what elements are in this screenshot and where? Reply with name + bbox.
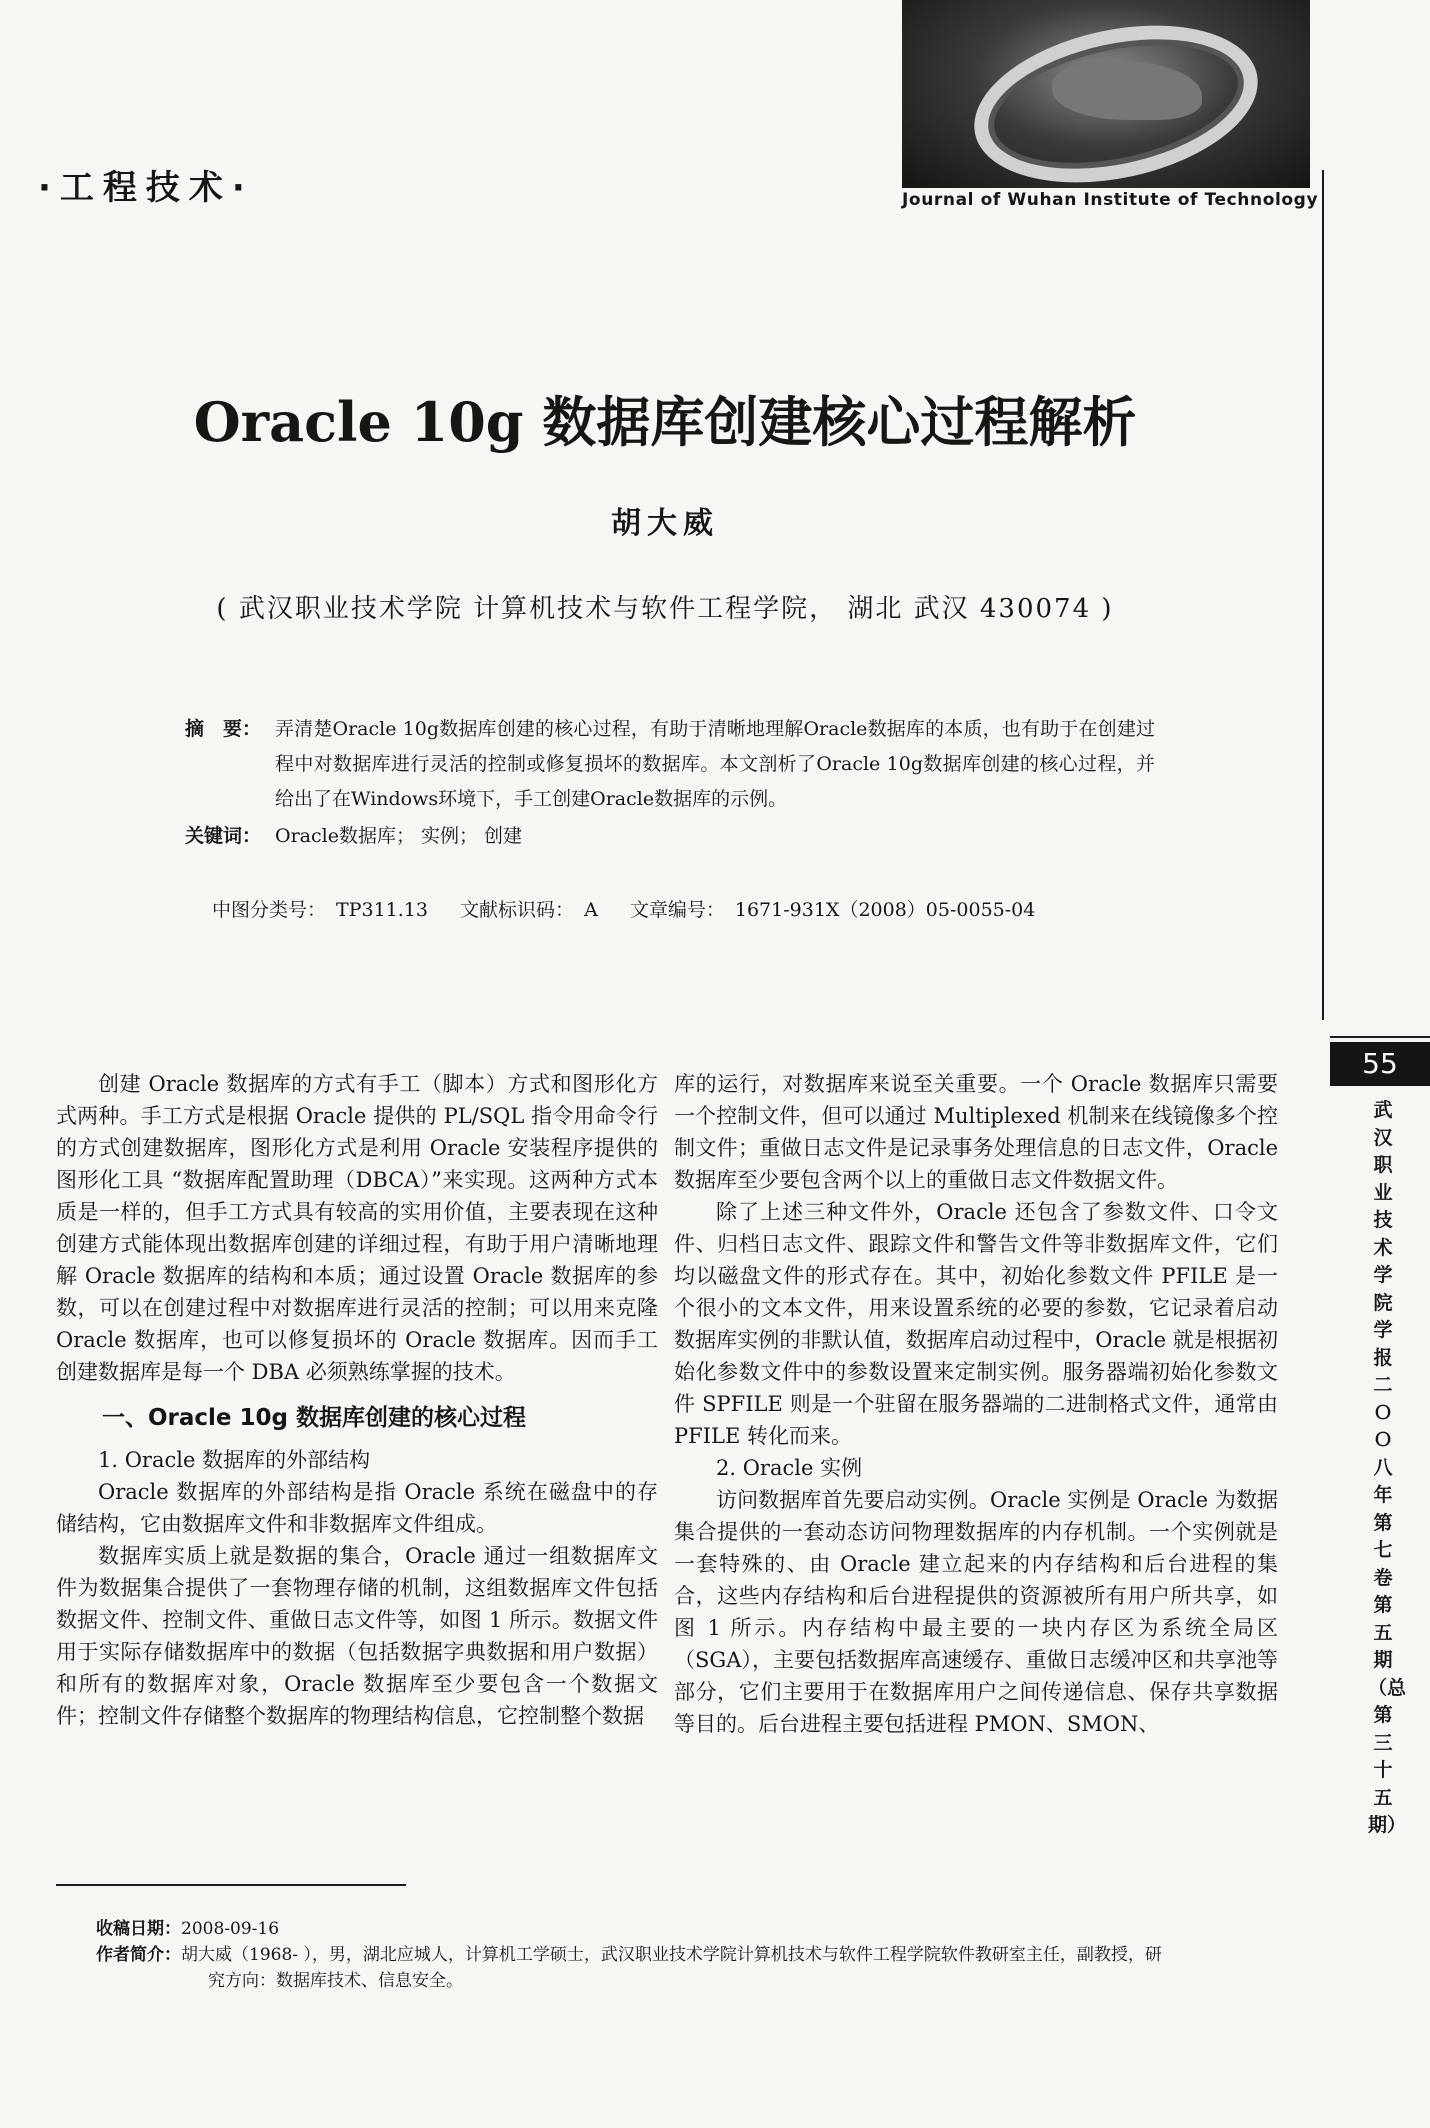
subsection-heading: 1. Oracle 数据库的外部结构	[98, 1448, 371, 1472]
paragraph: 访问数据库首先要启动实例。Oracle 实例是 Oracle 为数据集合提供的一套动态访问物理数据库的内存机制。一个实例就是一套特殊的、由 Oracle 建立起来的内存结构和后台进程的集合，这些内存结构和后台进程提供的资源被所有用户所共享，如图 1 所示。内存结构中最主要的一块内存区为系统全局区（SGA），主要包括数据库高速缓存、重做日志缓冲区和共享池等部分，它们主要用于在数据库用户之间传递信息、保存共享数据等目的。后台进程主要包括进程 PMON、SMON、	[674, 1488, 1278, 1736]
section-heading: 一、Oracle 10g 数据库创建的核心过程	[102, 1405, 527, 1431]
paragraph: 除了上述三种文件外，Oracle 还包含了参数文件、口令文件、归档日志文件、跟踪文件和警告文件等非数据库文件，它们均以磁盘文件的形式存在。其中，初始化参数文件 PFILE 是一个很小的文本文件，用来设置系统的必要的参数，它记录着启动数据库实例的非默认值，数据库启动过程中，Oracle 就是根据初始化参数文件中的参数设置来定制实例。服务器端初始化参数文件 SPFILE 则是一个驻留在服务器端的二进制格式文件，通常由 PFILE 转化而来。	[674, 1200, 1278, 1448]
page-number: 55	[1330, 1042, 1430, 1086]
received-date-line	[96, 1916, 1296, 1942]
section-label: ·工程技术·	[38, 168, 254, 208]
paragraph: 库的运行，对数据库来说至关重要。一个 Oracle 数据库只需要一个控制文件，但可以通过 Multiplexed 机制来在线镜像多个控制文件；重做日志文件是记录事务处理信息的日志文件，Oracle 数据库至少要包含两个以上的重做日志文件数据文件。	[674, 1072, 1278, 1192]
received-date: 2008-09-16	[181, 1919, 280, 1939]
abstract-label: 摘 要：	[185, 718, 262, 740]
classification-row	[212, 895, 1057, 922]
header-photo	[902, 0, 1310, 188]
author-bio-label: 作者简介：	[96, 1945, 181, 1965]
author-name: 胡大威	[611, 506, 719, 541]
page-tab-rule	[1330, 1036, 1430, 1038]
paragraph: 数据库实质上就是数据的集合，Oracle 通过一组数据库文件为数据集合提供了一套物理存储的机制，这组数据库文件包括数据文件、控制文件、重做日志文件等，如图 1 所示。数据文件用于实际存储数据库中的数据（包括数据字典数据和用户数据）和所有的数据库对象，Oracle 数据库至少要包含一个数据文件；控制文件存储整个数据库的物理结构信息，它控制整个数据	[56, 1544, 658, 1728]
abstract-block	[185, 712, 1155, 854]
subsection-heading: 2. Oracle 实例	[716, 1456, 863, 1480]
journal-english-name: Journal of Wuhan Institute of Technology	[902, 190, 1319, 210]
paragraph: 创建 Oracle 数据库的方式有手工（脚本）方式和图形化方式两种。手工方式是根据 Oracle 提供的 PL/SQL 指令用命令行的方式创建数据库，图形化方式是利用 Oracle 安装程序提供的图形化工具 “数据库配置助理（DBCA）”来实现。这两种方式本质是一样的，但手工方式具有较高的实用价值，主要表现在这种创建方式能体现出数据库创建的详细过程，有助于用户清晰地理解 Oracle 数据库的结构和本质；通过设置 Oracle 数据库的参数，可以在创建过程中对数据库进行灵活的控制；可以用来克隆 Oracle 数据库，也可以修复损坏的 Oracle 数据库。因而手工创建数据库是每一个 DBA 必须熟练掌握的技术。	[56, 1072, 658, 1384]
document-code: 文献标识码： A	[460, 899, 598, 921]
article-number: 文章编号： 1671-931X（2008）05-0055-04	[629, 899, 1036, 921]
paper-title: Oracle 10g 数据库创建核心过程解析	[193, 390, 1137, 454]
author-bio: 胡大威（1968- ），男，湖北应城人，计算机工学硕士，武汉职业技术学院计算机技术与软件工程学院软件教研室主任，副教授，研	[181, 1945, 1162, 1965]
body-column-right	[674, 1068, 1278, 1740]
body-column-left	[56, 1068, 658, 1732]
keywords-text: Oracle数据库； 实例； 创建	[275, 825, 523, 847]
footnotes	[96, 1916, 1296, 1994]
author-bio-line	[96, 1942, 1296, 1968]
clc-number: 中图分类号： TP311.13	[212, 899, 428, 921]
paragraph: Oracle 数据库的外部结构是指 Oracle 系统在磁盘中的存储结构，它由数据库文件和非数据库文件组成。	[56, 1480, 658, 1536]
keywords-row	[185, 819, 1155, 854]
author-bio-continued: 究方向：数据库技术、信息安全。	[208, 1971, 463, 1991]
vertical-journal-info: 武汉职业技术学院学报二ＯＯ八年第七卷第五期（总第三十五期）	[1368, 1099, 1407, 1836]
keywords-label: 关键词：	[185, 825, 262, 847]
abstract-text: 弄清楚Oracle 10g数据库创建的核心过程，有助于清晰地理解Oracle数据库的本质，也有助于在创建过程中对数据库进行灵活的控制或修复损坏的数据库。本文剖析了Oracle 10g数据库创建的核心过程，并给出了在Windows环境下，手工创建Oracle数据库的示例。	[275, 718, 1155, 810]
received-label: 收稿日期：	[96, 1919, 181, 1939]
footnote-rule	[56, 1884, 406, 1886]
author-affiliation: ( 武汉职业技术学院 计算机技术与软件工程学院， 湖北 武汉 430074 )	[216, 594, 1114, 624]
